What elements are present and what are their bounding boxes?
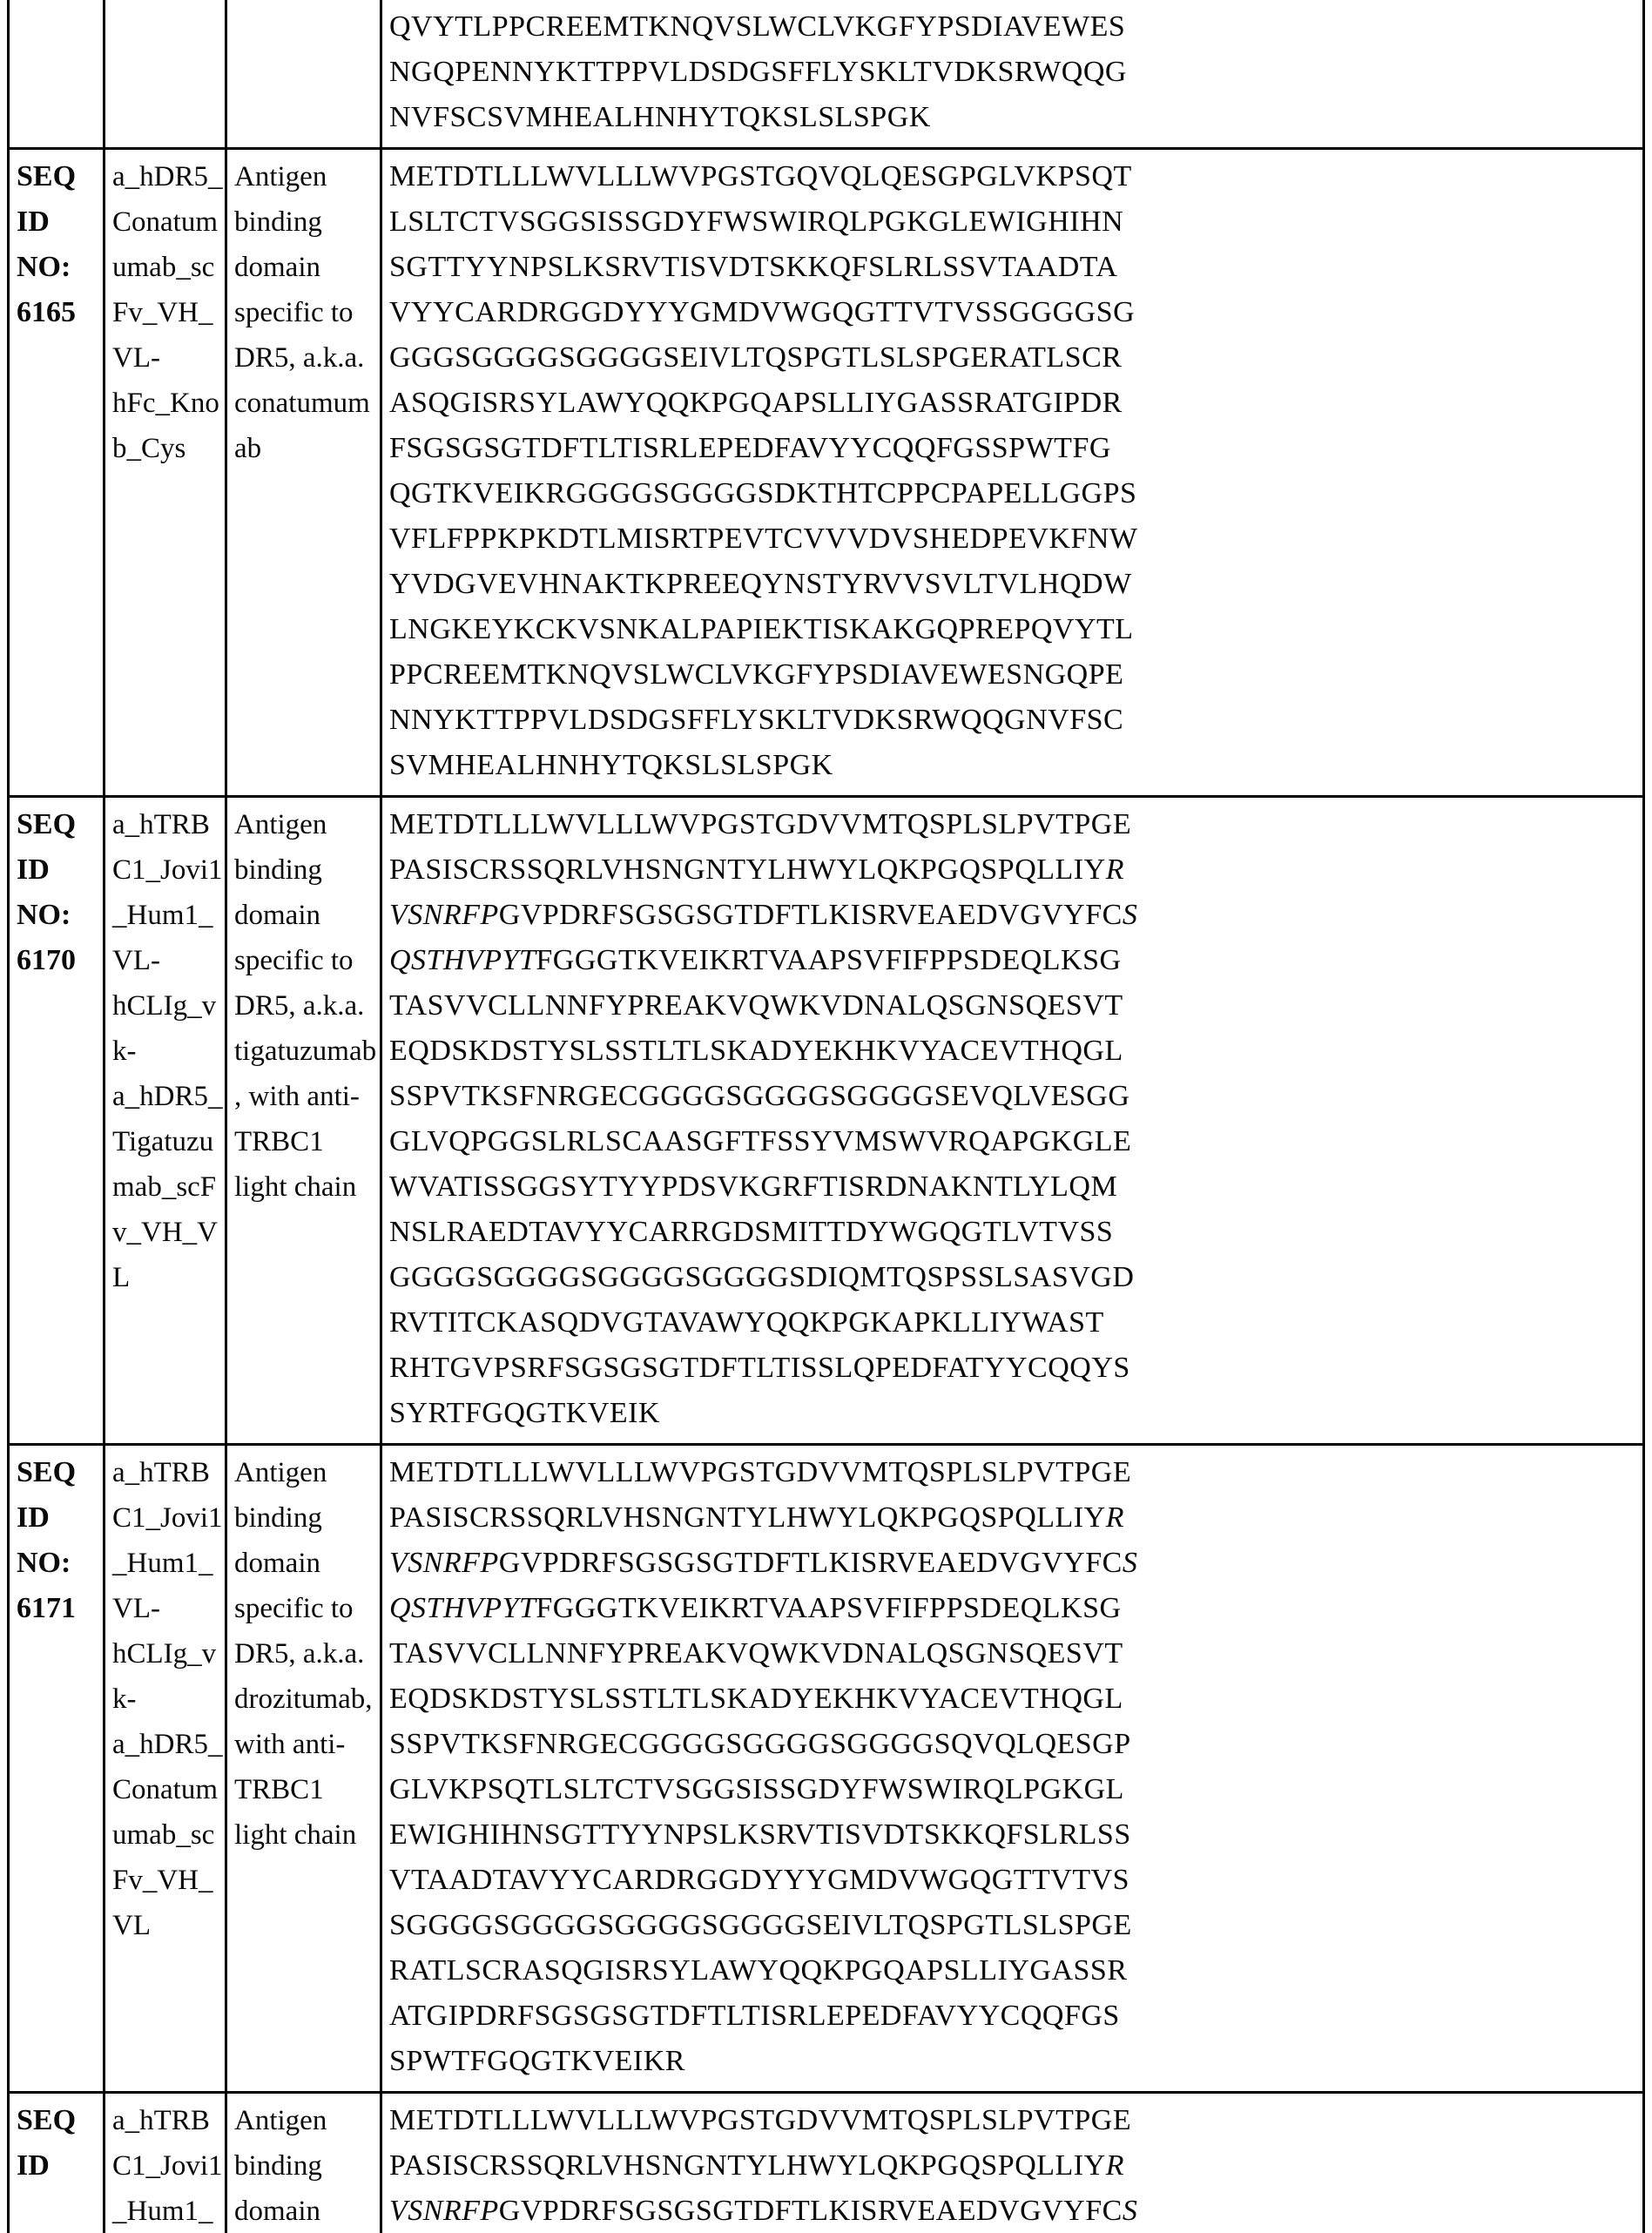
seq-id-cell (9, 149, 105, 797)
sequence-cell (381, 1445, 1644, 2093)
amino-acid-sequence-text: QVYTLPPCREEMTKNQVSLWCLVKGFYPSDIAVEWES NGQPENNYKTTPPVLDSDGSFFLYSKLTVDKSRWQQG NVFSCSVMHEALHNHYTQKSLSLSPGK (389, 10, 1127, 133)
sequence-cell (381, 2093, 1644, 2233)
seq-id-text: SEQ ID NO: 6165 (17, 160, 77, 328)
construct-name-text: a_hTRB C1_Jovi1 _Hum1_ VL- hCLIg_v k- a_hDR5_ Tigatuzu mab_scF v_VH_V L (112, 809, 223, 1293)
name-cell (105, 2093, 226, 2233)
name-cell (105, 149, 226, 797)
description-cell (226, 1445, 381, 2093)
sequence-listing-table (7, 0, 1645, 2233)
description-text: Antigen binding domain specific to DR5, a.k.a. tigatuzumab , with anti- TRBC1 light chain (234, 809, 377, 1203)
seq-id-cell (9, 1445, 105, 2093)
description-cell (226, 2093, 381, 2233)
sequence-cell (381, 149, 1644, 797)
name-cell (105, 1445, 226, 2093)
description-cell (226, 797, 381, 1445)
table-row (9, 149, 1644, 797)
seq-id-text: SEQ ID (17, 2104, 77, 2182)
description-text: Antigen binding domain specific to DR5, a.k.a. drozitumab, with anti- TRBC1 light chain (234, 1457, 373, 1851)
seq-id-text: SEQ ID NO: 6171 (17, 1456, 77, 1624)
table-row (9, 1445, 1644, 2093)
amino-acid-sequence-text: METDTLLLWVLLLWVPGSTGDVVMTQSPLSLPVTPGE PASISCRSSQRLVHSNGNTYLHWYLQKPGQSPQLLIYR VSNRFPGVPDRFSGSGSGTDFTLKISRVEAEDVGVYFCS QSTHVPYTFGGGTKVEIKRTVAAPSVFIFPPSDEQLKSG TASVVCLLNNFYPREAKVQWKVDNALQSGNSQESVT EQDSKDSTYSLSSTLTLSKADYEKHKVYACEVTHQGL SSPVTKSFNRGECGGGGSGGGGSGGGGSQVQLQESGP GLVKPSQTLSLTCTVSGGSISSGDYFWSWIRQLPGKGL EWIGHIHNSGTTYYNPSLKSRVTISVDTSKKQFSLRLSS VTAADTAVYYCARDRGGDYYYGMDVWGQGTTVTVS SGGGGSGGGGSGGGGSGGGGSEIVLTQSPGTLSLSPGE RATLSCRASQGISRSYLAWYQQKPGQAPSLLIYGASSR ATGIPDRFSGSGSGTDFTLTISRLEPEDFAVYYCQQFGS SPWTFGQGTKVEIKR (389, 1456, 1138, 2077)
description-text: Antigen binding domain specific to DR5, a.k.a. conatumum ab (234, 161, 370, 464)
sequence-cell (381, 797, 1644, 1445)
sequence-cell (381, 0, 1644, 149)
table-row (9, 797, 1644, 1445)
seq-id-cell (9, 0, 105, 149)
seq-id-text: SEQ ID NO: 6170 (17, 808, 77, 976)
construct-name-text: a_hTRB C1_Jovi1 _Hum1_ (112, 2105, 223, 2227)
construct-name-text: a_hTRB C1_Jovi1 _Hum1_ VL- hCLIg_v k- a_hDR5_ Conatum umab_sc Fv_VH_ VL (112, 1457, 223, 1941)
name-cell (105, 0, 226, 149)
amino-acid-sequence-text: METDTLLLWVLLLWVPGSTGDVVMTQSPLSLPVTPGE PASISCRSSQRLVHSNGNTYLHWYLQKPGQSPQLLIYR VSNRFPGVPDRFSGSGSGTDFTLKISRVEAEDVGVYFCS (389, 2104, 1138, 2227)
seq-id-cell (9, 2093, 105, 2233)
table-row (9, 0, 1644, 149)
table-row (9, 2093, 1644, 2233)
amino-acid-sequence-text: METDTLLLWVLLLWVPGSTGQVQLQESGPGLVKPSQT LSLTCTVSGGSISSGDYFWSWIRQLPGKGLEWIGHIHN SGTTYYNPSLKSRVTISVDTSKKQFSLRLSSVTAADTA VYYCARDRGGDYYYGMDVWGQGTTVTVSSGGGGSG GGGSGGGGSGGGGSEIVLTQSPGTLSLSPGERATLSCR ASQGISRSYLAWYQQKPGQAPSLLIYGASSRATGIPDR FSGSGSGTDFTLTISRLEPEDFAVYYCQQFGSSPWTFG QGTKVEIKRGGGGSGGGGSDKTHTCPPCPAPELLGGPS VFLFPPKPKDTLMISRTPEVTCVVVDVSHEDPEVKFNW YVDGVEVHNAKTKPREEQYNSTYRVVSVLTVLHQDW LNGKEYKCKVSNKALPAPIEKTISKAKGQPREPQVYTL PPCREEMTKNQVSLWCLVKGFYPSDIAVEWESNGQPE NNYKTTPPVLDSDGSFFLYSKLTVDKSRWQQGNVFSC SVMHEALHNHYTQKSLSLSPGK (389, 160, 1138, 781)
description-cell (226, 0, 381, 149)
seq-id-cell (9, 797, 105, 1445)
construct-name-text: a_hDR5_ Conatum umab_sc Fv_VH_ VL- hFc_Kno b_Cys (112, 161, 223, 464)
description-cell (226, 149, 381, 797)
description-text: Antigen binding domain (234, 2105, 327, 2227)
name-cell (105, 797, 226, 1445)
amino-acid-sequence-text: METDTLLLWVLLLWVPGSTGDVVMTQSPLSLPVTPGE PASISCRSSQRLVHSNGNTYLHWYLQKPGQSPQLLIYR VSNRFPGVPDRFSGSGSGTDFTLKISRVEAEDVGVYFCS QSTHVPYTFGGGTKVEIKRTVAAPSVFIFPPSDEQLKSG TASVVCLLNNFYPREAKVQWKVDNALQSGNSQESVT EQDSKDSTYSLSSTLTLSKADYEKHKVYACEVTHQGL SSPVTKSFNRGECGGGGSGGGGSGGGGSEVQLVESGG GLVQPGGSLRLSCAASGFTFSSYVMSWVRQAPGKGLE WVATISSGGSYTYYPDSVKGRFTISRDNAKNTLYLQM NSLRAEDTAVYYCARRGDSMITTDYWGQGTLVTVSS GGGGSGGGGSGGGGSGGGGSDIQMTQSPSSLSASVGD RVTITCKASQDVGTAVAWYQQKPGKAPKLLIYWAST RHTGVPSRFSGSGSGTDFTLTISSLQPEDFATYYCQQYS SYRTFGQGTKVEIK (389, 808, 1138, 1429)
